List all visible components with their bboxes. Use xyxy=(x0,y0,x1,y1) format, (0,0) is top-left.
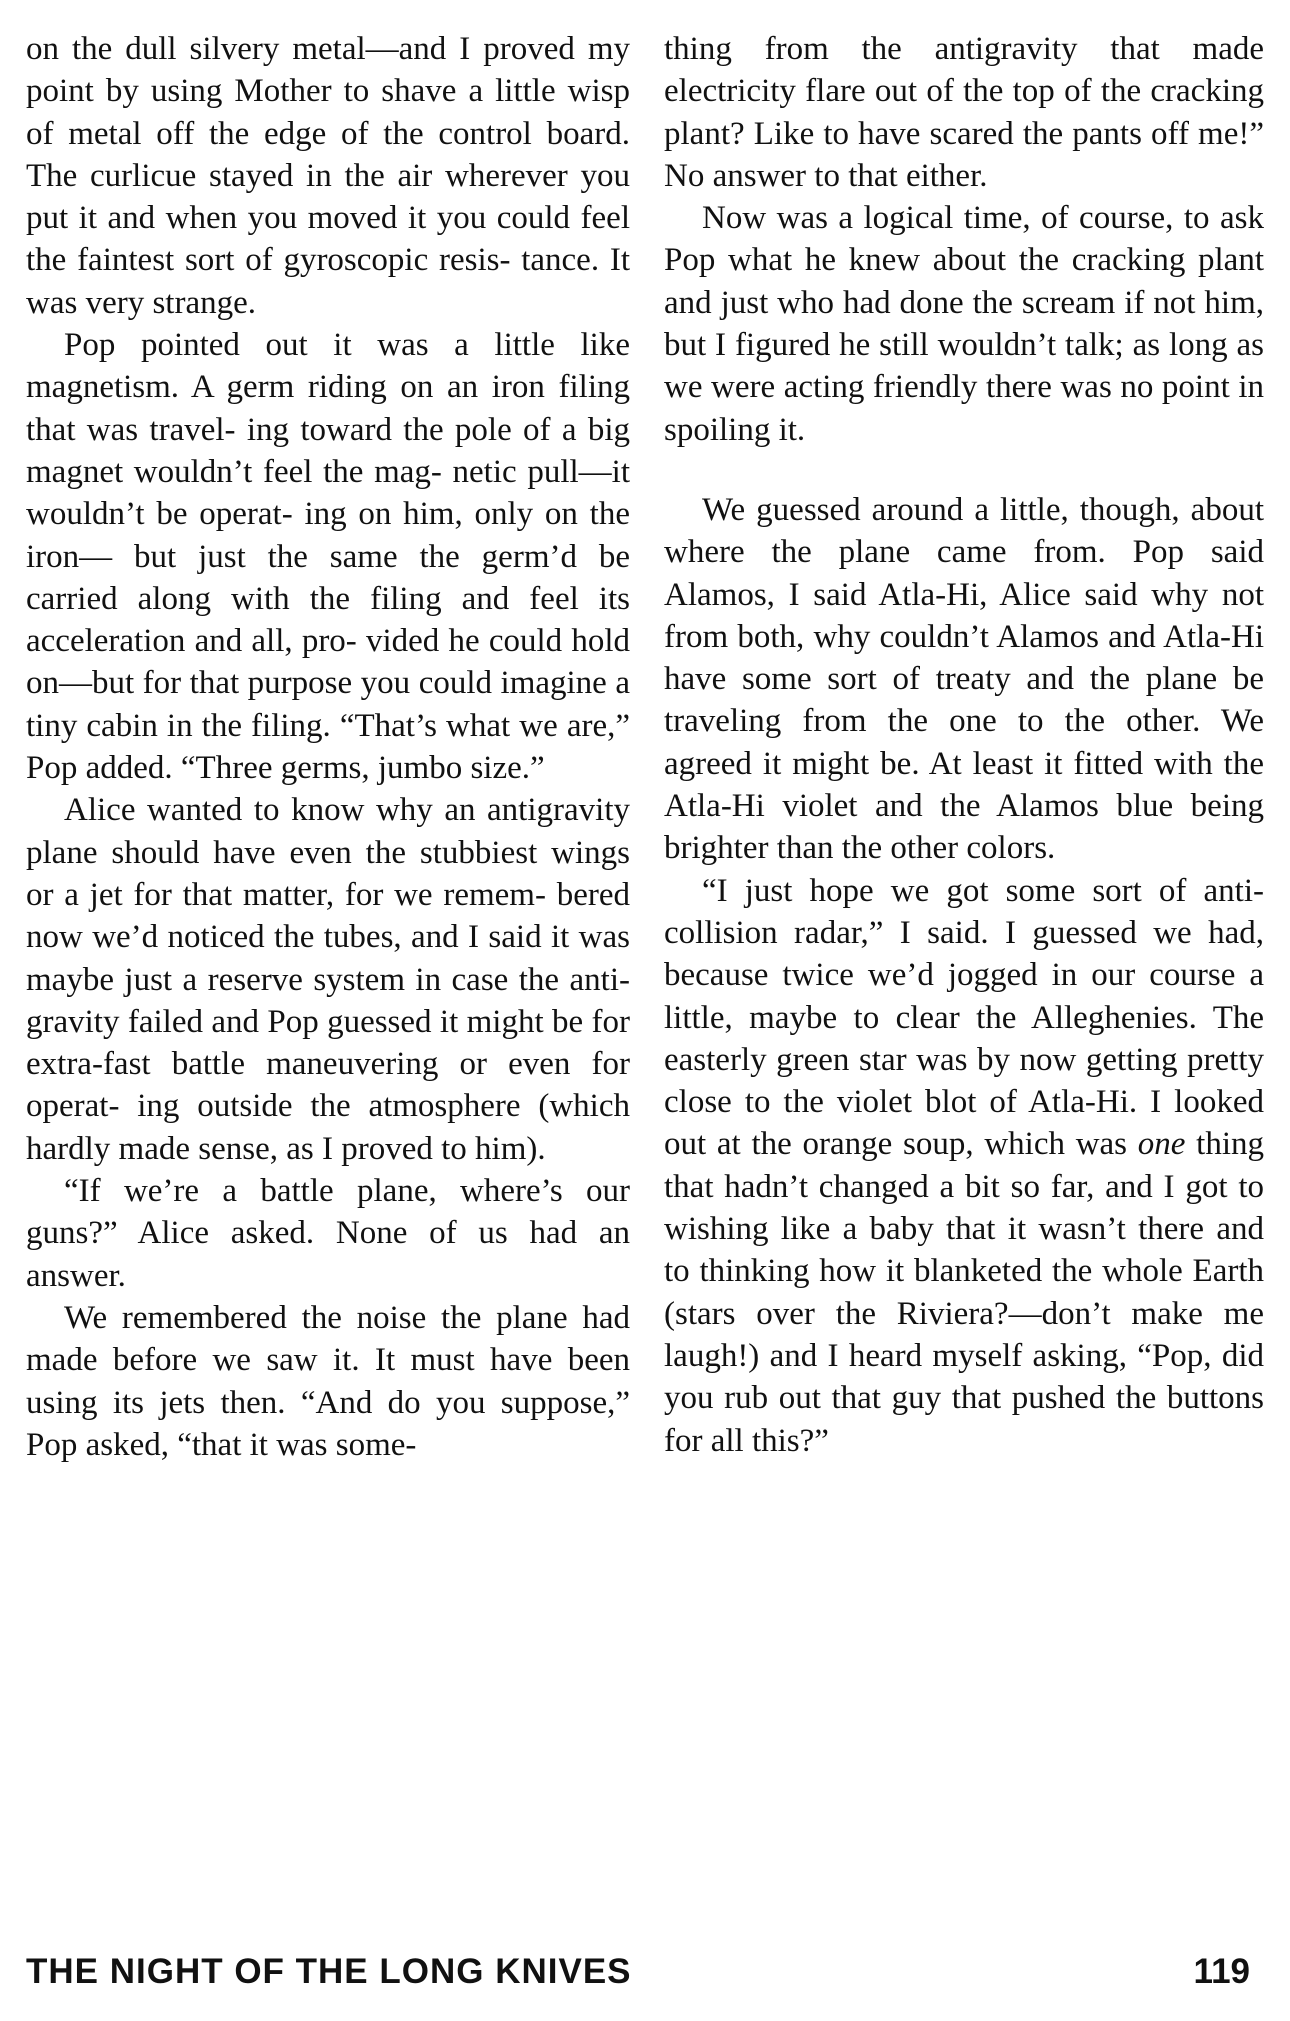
running-title: THE NIGHT OF THE LONG KNIVES xyxy=(26,1952,632,1991)
paragraph-text: “I just hope we got some sort of anti-collision radar,” I said. I guessed we had, because twice we’d jogged in our course a little, maybe to clear the Alleghenies. The easterly green star was by now getting pretty close to the violet blot of Atla-Hi. I looked out at the orange soup, which was xyxy=(664,872,1264,1163)
page-footer xyxy=(26,1952,1264,2002)
paragraph: thing from the antigravity that made electricity flare out of the top of the cracking plant? Like to have scared the pants off me!” No answer to that either. xyxy=(664,31,1264,194)
right-column xyxy=(664,28,1264,1462)
paragraph: on the dull silvery metal—and I proved my point by using Mother to shave a little wisp of metal off the edge of the control board. The curlicue stayed in the air wherever you put it and when you moved it you could feel the faintest sort of gyroscopic resis- tance. It was very strange. xyxy=(26,31,630,321)
emphasis-text: one xyxy=(1137,1126,1186,1163)
paragraph-text: thing that hadn’t changed a bit so far, and I got to wishing like a baby that it wasn’t there and to thinking how it blanketed the whole Earth (stars over the Riviera?—don’t make me laugh!) and I heard myself asking, “Pop, did you rub out that guy that pushed the buttons for all this?” xyxy=(664,1126,1264,1459)
left-column xyxy=(26,28,630,1466)
paragraph: We remembered the noise the plane had made before we saw it. It must have been using its jets then. “And do you suppose,” Pop asked, “that it was some- xyxy=(26,1299,630,1463)
paragraph: Pop pointed out it was a little like magnetism. A germ riding on an iron filing that was travel- ing toward the pole of a big magnet wouldn’t feel the mag- netic pull—it wouldn’t be operat- ing on him, only on the iron— but just the same the germ’d be carried along with the filing and feel its acceleration and all, pro- vided he could hold on—but for that purpose you could imagine a tiny cabin in the filing. “That’s what we are,” Pop added. “Three germs, jumbo size.” xyxy=(26,327,630,787)
page-number: 119 xyxy=(1193,1952,1250,1991)
paragraph: Alice wanted to know why an antigravity plane should have even the stubbiest wings or a jet for that matter, for we remem- bered now we’d noticed the tubes, and I said it was maybe just a reserve system in case the anti- gravity failed and Pop guessed it might be for extra-fast battle maneuvering or even for operat- ing outside the atmosphere (which hardly made sense, as I proved to him). xyxy=(26,792,630,1167)
paragraph xyxy=(664,870,1264,1462)
paragraph: “If we’re a battle plane, where’s our guns?” Alice asked. None of us had an answer. xyxy=(26,1173,630,1294)
paragraph: Now was a logical time, of course, to ask Pop what he knew about the cracking plant and just who had done the scream if not him, but I figured he still wouldn’t talk; as long as we were acting friendly there was no point in spoiling it. xyxy=(664,200,1264,448)
paragraph: We guessed around a little, though, about where the plane came from. Pop said Alamos, I said Atla-Hi, Alice said why not from both, why couldn’t Alamos and Atla-Hi have some sort of treaty and the plane be traveling from the one to the other. We agreed it might be. At least it fitted with the Atla-Hi violet and the Alamos blue being brighter than the other colors. xyxy=(664,491,1264,867)
